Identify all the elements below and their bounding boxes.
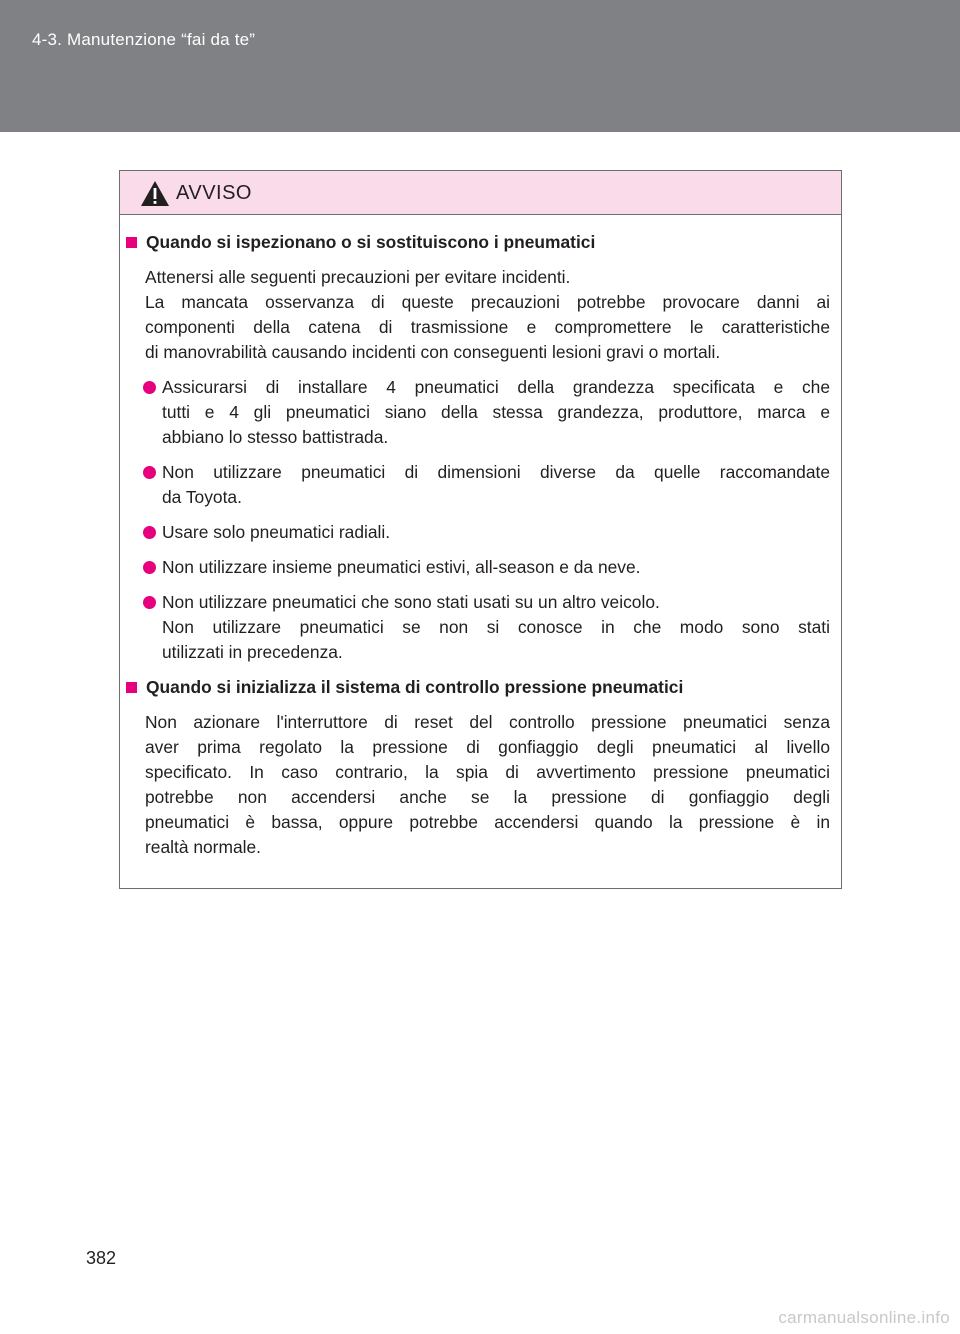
bullet-line: Non utilizzare insieme pneumatici estivi, all-season e da neve.	[162, 557, 641, 577]
bullet-line: Usare solo pneumatici radiali.	[162, 522, 391, 542]
bullet-line: Non utilizzare pneumatici di dimensioni diverse da quelle raccomandate	[162, 462, 830, 482]
round-bullet-icon	[143, 466, 156, 479]
bullet-line: utilizzati in precedenza.	[162, 642, 343, 662]
intro-line: La mancata osservanza di queste precauzioni potrebbe provocare danni ai	[145, 292, 830, 312]
section-title: 4-3. Manutenzione “fai da te”	[32, 30, 256, 49]
section2-heading	[126, 677, 683, 698]
bullet-line: abbiano lo stesso battistrada.	[162, 427, 389, 447]
intro-line: Attenersi alle seguenti precauzioni per evitare incidenti.	[145, 267, 571, 287]
warning-title: AVVISO	[176, 182, 252, 204]
square-bullet-icon	[126, 237, 137, 248]
bullet-line: Non utilizzare pneumatici che sono stati usati su un altro veicolo.	[162, 592, 660, 612]
bullet-line: da Toyota.	[162, 487, 242, 507]
intro-line: di manovrabilità causando incidenti con conseguenti lesioni gravi o mortali.	[145, 342, 721, 362]
page-header	[0, 0, 960, 132]
body-line: aver prima regolato la pressione di gonfiaggio degli pneumatici al livello	[145, 737, 830, 757]
square-bullet-icon	[126, 682, 137, 693]
page-number: 382	[86, 1248, 117, 1268]
bullet-line: tutti e 4 gli pneumatici siano della stessa grandezza, produttore, marca e	[162, 402, 830, 422]
section2-heading-text: Quando si inizializza il sistema di controllo pressione pneumatici	[146, 677, 684, 697]
body-line: realtà normale.	[145, 837, 261, 857]
round-bullet-icon	[143, 381, 156, 394]
warning-box	[119, 170, 842, 889]
watermark: carmanualsonline.info	[778, 1308, 950, 1327]
body-line: pneumatici è bassa, oppure potrebbe accendersi quando la pressione è in	[145, 812, 830, 832]
warning-header	[120, 171, 841, 215]
section1-heading	[126, 232, 595, 253]
round-bullet-icon	[143, 526, 156, 539]
bullet-line: Non utilizzare pneumatici se non si conosce in che modo sono stati	[162, 617, 830, 637]
body-line: potrebbe non accendersi anche se la pressione di gonfiaggio degli	[145, 787, 830, 807]
round-bullet-icon	[143, 596, 156, 609]
section1-heading-text: Quando si ispezionano o si sostituiscono i pneumatici	[146, 232, 596, 252]
body-line: Non azionare l'interruttore di reset del controllo pressione pneumatici senza	[145, 712, 830, 732]
round-bullet-icon	[143, 561, 156, 574]
body-line: specificato. In caso contrario, la spia di avvertimento pressione pneumatici	[145, 762, 830, 782]
warning-triangle-icon	[140, 180, 170, 207]
intro-line: componenti della catena di trasmissione e compromettere le caratteristiche	[145, 317, 830, 337]
bullet-line: Assicurarsi di installare 4 pneumatici della grandezza specificata e che	[162, 377, 830, 397]
